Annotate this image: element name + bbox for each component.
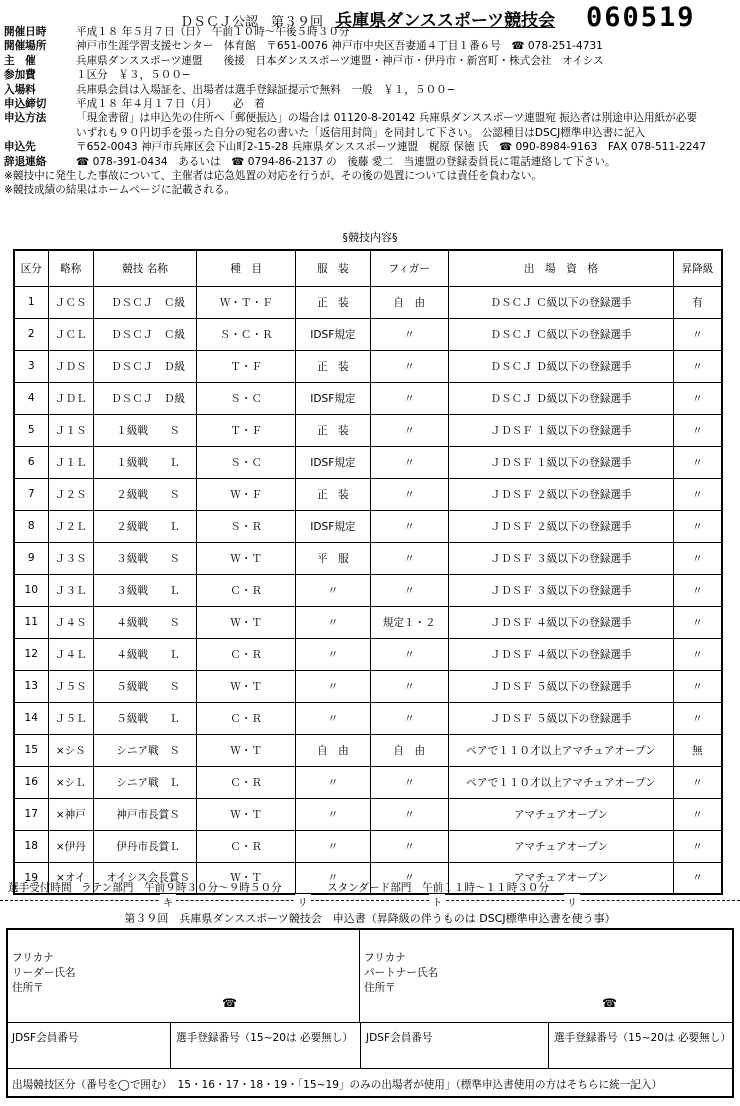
table-cell: 〃 [673, 382, 722, 414]
event-selection-field[interactable]: 出場競技区分（番号を◯で囲む） 15・16・17・18・19・「15~19」のみの出場者が使用」（標準申込書使用の方はそちらに統一記入） [12, 1079, 663, 1091]
table-cell: 4 [14, 382, 48, 414]
event-info [4, 25, 736, 198]
table-cell: 有 [673, 286, 722, 318]
partner-jdsf-number-field[interactable]: JDSF会員番号 [366, 1032, 433, 1044]
table-cell: ＪＤＳＦ ２級以下の登録選手 [448, 510, 673, 542]
cut-label: キ [160, 894, 176, 909]
form-divider [548, 1022, 549, 1068]
table-cell: 14 [14, 702, 48, 734]
info-value: 平成１８ 年５月７日（日） 午前１０時〜午後５時３０分 [76, 26, 350, 38]
table-cell: Ｊ２Ｓ [48, 478, 93, 510]
table-cell: 6 [14, 446, 48, 478]
table-cell: 〃 [370, 830, 448, 862]
reception-latin: ラテン部門 午前９時３０分〜９時５０分 [80, 882, 282, 894]
reception-label: 選手受付時間 [8, 882, 72, 894]
table-cell: 〃 [370, 318, 448, 350]
table-cell: 18 [14, 830, 48, 862]
table-cell: 〃 [673, 542, 722, 574]
table-cell: ３級戦 Ｌ [93, 574, 196, 606]
application-title: 第３９回 兵庫県ダンススポーツ競技会 申込書（昇降級の伴うものは DSCJ標準申込書を使う事） [124, 912, 616, 925]
table-cell: 〃 [673, 318, 722, 350]
table-cell: 〃 [370, 542, 448, 574]
cut-label: リ [295, 894, 311, 909]
table-cell: アマチュアオープン [448, 862, 673, 894]
table-cell: ＤＳＣＪ Ｃ級以下の登録選手 [448, 318, 673, 350]
table-row [14, 318, 722, 350]
info-value: 〒652-0043 神戸市兵庫区会下山町2-15-28 兵庫県ダンススポーツ連盟 梶原 保徳 氏 ☎ 090-8984-9163 FAX 078-511-2247 [76, 141, 706, 154]
table-cell: 11 [14, 606, 48, 638]
table-body [14, 286, 722, 894]
table-cell: 自 由 [370, 734, 448, 766]
table-cell: ＤＳＣＪ Ｃ級 [93, 318, 196, 350]
table-cell: ＤＳＣＪ Ｄ級以下の登録選手 [448, 350, 673, 382]
table-cell: ＪＤＳＦ ２級以下の登録選手 [448, 478, 673, 510]
leader-name-label: リーダー氏名 [12, 967, 76, 979]
table-cell: 〃 [370, 446, 448, 478]
table-cell: ×神戸 [48, 798, 93, 830]
table-cell: 16 [14, 766, 48, 798]
table-cell: 〃 [370, 382, 448, 414]
table-cell: 神戸市長賞Ｓ [93, 798, 196, 830]
table-cell: Ｓ・Ｃ・Ｒ [197, 318, 296, 350]
table-cell: 〃 [296, 830, 370, 862]
table-cell: Ｓ・Ｒ [197, 510, 296, 542]
table-cell: ＪＣＳ [48, 286, 93, 318]
info-value: ☎ 078-391-0434 あるいは ☎ 0794-86-2137 の 後藤 愛二 当連盟の登録委員長に電話連絡して下さい。 [76, 155, 616, 168]
table-cell: ＪＤＳＦ １級以下の登録選手 [448, 414, 673, 446]
info-row [4, 140, 736, 154]
info-row [4, 155, 736, 169]
table-cell: 〃 [673, 606, 722, 638]
table-cell: 〃 [370, 350, 448, 382]
table-row [14, 286, 722, 318]
table-cell: ５級戦 Ｌ [93, 702, 196, 734]
table-cell: 〃 [296, 670, 370, 702]
partner-address-label: 住所〒 [364, 982, 396, 994]
table-cell: ＤＳＣＪ Ｃ級 [93, 286, 196, 318]
info-row [4, 169, 736, 183]
table-cell: 17 [14, 798, 48, 830]
cut-label: リ [564, 894, 580, 909]
phone-icon: ☎ [222, 996, 237, 1010]
table-cell: 自 由 [370, 286, 448, 318]
table-cell: 〃 [673, 350, 722, 382]
info-row [4, 126, 736, 140]
info-value: いずれも９０円切手を張った自分の宛名の書いた「返信用封筒」を同封して下さい。 公認種目はDSCJ標準申込書に記入 [76, 126, 646, 139]
table-cell: ×シＬ [48, 766, 93, 798]
table-row [14, 382, 722, 414]
table-cell: Ｗ・Ｔ [197, 734, 296, 766]
table-cell: 〃 [296, 702, 370, 734]
table-cell: IDSF規定 [296, 446, 370, 478]
table-row [14, 350, 722, 382]
table-cell: Ｓ・Ｃ [197, 446, 296, 478]
table-cell: 〃 [370, 638, 448, 670]
table-cell: Ｃ・Ｒ [197, 638, 296, 670]
table-cell: 〃 [370, 702, 448, 734]
table-cell: Ｗ・Ｔ [197, 670, 296, 702]
table-cell: ＪＤＬ [48, 382, 93, 414]
table-cell: 正 装 [296, 286, 370, 318]
cut-label: ト [429, 894, 445, 909]
table-row [14, 446, 722, 478]
table-header-cell: 種 目 [197, 250, 296, 286]
competition-table [13, 249, 723, 895]
info-value: 神戸市生涯学習支援センター 体育館 〒651-0076 神戸市中央区吾妻通４丁目１番６号 ☎ 078-251-4731 [76, 40, 603, 53]
info-label: 申込先 [4, 141, 36, 154]
table-header-cell: 競技 名称 [93, 250, 196, 286]
table-cell: ５級戦 Ｓ [93, 670, 196, 702]
leader-furigana-label: フリカナ [12, 952, 54, 964]
table-cell: 9 [14, 542, 48, 574]
table-cell: 〃 [370, 862, 448, 894]
cut-labels [160, 894, 580, 909]
table-cell: Ｗ・Ｔ [197, 798, 296, 830]
table-cell: ４級戦 Ｌ [93, 638, 196, 670]
table-cell: 1 [14, 286, 48, 318]
table-cell: Ｔ・Ｆ [197, 350, 296, 382]
table-cell: Ｃ・Ｒ [197, 830, 296, 862]
table-cell: 規定１・２ [370, 606, 448, 638]
table-header-cell: フィガー [370, 250, 448, 286]
reception-times [8, 880, 555, 895]
table-cell: 12 [14, 638, 48, 670]
table-cell: 5 [14, 414, 48, 446]
table-row [14, 574, 722, 606]
partner-name-label: パートナー氏名 [364, 967, 439, 979]
info-label: 開催日時 [4, 26, 47, 38]
info-value: 兵庫県会員は入場証を、出場者は選手登録証提示で無料 一般 ￥１，５００− [76, 83, 456, 96]
table-cell: IDSF規定 [296, 510, 370, 542]
table-cell: Ｗ・Ｔ [197, 606, 296, 638]
info-label: 主 催 [4, 54, 36, 67]
table-row [14, 670, 722, 702]
table-cell: 〃 [673, 830, 722, 862]
title-prefix: ＤＳＣＪ公認 第３９回 [180, 15, 324, 30]
info-row [4, 25, 736, 39]
table-cell: Ｗ・Ｔ [197, 542, 296, 574]
table-cell: Ｔ・Ｆ [197, 414, 296, 446]
table-row [14, 414, 722, 446]
form-divider [360, 1022, 361, 1068]
info-value: 「現金書留」は申込先の住所へ「郵便振込」の場合は 01120-8-20142 兵庫県ダンススポーツ連盟宛 振込者は別途申込用紙が必要 [76, 112, 697, 125]
table-row [14, 734, 722, 766]
info-row [4, 54, 736, 68]
leader-section[interactable] [8, 930, 360, 1022]
info-value: 兵庫県ダンススポーツ連盟 後援 日本ダンススポーツ連盟・神戸市・伊丹市・新宮町・株式会社 オイシス [76, 54, 604, 67]
table-cell: ＪＤＳ [48, 350, 93, 382]
table-cell: 13 [14, 670, 48, 702]
table-header-cell: 出 場 資 格 [448, 250, 673, 286]
document-code: 060519 [586, 2, 696, 33]
table-cell: 〃 [370, 574, 448, 606]
table-cell: 〃 [296, 766, 370, 798]
table-cell: ＤＳＣＪ Ｃ級以下の登録選手 [448, 286, 673, 318]
table-cell: ペアで１１０才以上アマチュアオープン [448, 734, 673, 766]
table-cell: IDSF規定 [296, 318, 370, 350]
table-cell: 8 [14, 510, 48, 542]
table-cell: 正 装 [296, 478, 370, 510]
table-cell: 〃 [673, 414, 722, 446]
table-cell: ２級戦 Ｓ [93, 478, 196, 510]
table-cell: 〃 [673, 446, 722, 478]
info-note: ※競技中に発生した事故について、主催者は応急処置の対応を行うが、その後の処置については責任を負わない。 [4, 169, 542, 182]
table-cell: 〃 [370, 478, 448, 510]
table-cell: オイシス会長賞Ｓ [93, 862, 196, 894]
table-cell: 15 [14, 734, 48, 766]
table-row [14, 830, 722, 862]
table-cell: Ｊ４Ｓ [48, 606, 93, 638]
table-cell: Ｊ１Ｓ [48, 414, 93, 446]
table-cell: 〃 [673, 638, 722, 670]
table-cell: アマチュアオープン [448, 830, 673, 862]
table-cell: 〃 [673, 702, 722, 734]
table-cell: 〃 [370, 670, 448, 702]
table-cell: 〃 [296, 574, 370, 606]
table-cell: ＪＤＳＦ ３級以下の登録選手 [448, 542, 673, 574]
table-cell: Ｊ５Ｓ [48, 670, 93, 702]
table-cell: Ｊ３Ｓ [48, 542, 93, 574]
table-cell: 〃 [673, 478, 722, 510]
table-cell: ×オイ [48, 862, 93, 894]
table-cell: ペアで１１０才以上アマチュアオープン [448, 766, 673, 798]
leader-jdsf-number-field[interactable]: JDSF会員番号 [12, 1032, 79, 1044]
table-cell: ４級戦 Ｓ [93, 606, 196, 638]
info-row [4, 183, 736, 197]
table-cell: ＤＳＣＪ Ｄ級 [93, 382, 196, 414]
table-row [14, 766, 722, 798]
info-label: 辞退連絡 [4, 155, 47, 168]
table-cell: Ｊ４Ｌ [48, 638, 93, 670]
table-header-cell: 略称 [48, 250, 93, 286]
table-cell: ＪＤＳＦ ３級以下の登録選手 [448, 574, 673, 606]
info-row [4, 83, 736, 97]
table-cell: 平 服 [296, 542, 370, 574]
form-divider [170, 1022, 171, 1068]
table-cell: 正 装 [296, 414, 370, 446]
info-label: 参加費 [4, 69, 36, 82]
table-cell: 〃 [673, 862, 722, 894]
info-row [4, 97, 736, 111]
table-cell: ＤＳＣＪ Ｄ級以下の登録選手 [448, 382, 673, 414]
table-cell: 7 [14, 478, 48, 510]
table-cell: ２級戦 Ｌ [93, 510, 196, 542]
table-cell: ×シＳ [48, 734, 93, 766]
table-cell: Ｗ・Ｆ [197, 478, 296, 510]
table-cell: 〃 [673, 510, 722, 542]
table-cell: 2 [14, 318, 48, 350]
table-cell: Ｊ２Ｌ [48, 510, 93, 542]
table-cell: 伊丹市長賞Ｌ [93, 830, 196, 862]
table-cell: ３級戦 Ｓ [93, 542, 196, 574]
table-cell: 無 [673, 734, 722, 766]
info-row [4, 39, 736, 53]
table-cell: Ｓ・Ｃ [197, 382, 296, 414]
table-row [14, 798, 722, 830]
table-cell: ＪＤＳＦ ５級以下の登録選手 [448, 702, 673, 734]
table-cell: 〃 [296, 798, 370, 830]
table-cell: ＪＤＳＦ １級以下の登録選手 [448, 446, 673, 478]
table-cell: アマチュアオープン [448, 798, 673, 830]
table-cell: Ｗ・Ｔ・Ｆ [197, 286, 296, 318]
table-cell: Ｊ３Ｌ [48, 574, 93, 606]
info-note: ※競技成績の結果はホームページに記載される。 [4, 184, 236, 197]
table-cell: 〃 [370, 798, 448, 830]
table-cell: １級戦 Ｓ [93, 414, 196, 446]
table-header-cell: 昇降級 [673, 250, 722, 286]
table-cell: 〃 [296, 606, 370, 638]
table-cell: 〃 [370, 766, 448, 798]
table-cell: Ｊ５Ｌ [48, 702, 93, 734]
table-cell: １級戦 Ｌ [93, 446, 196, 478]
partner-registration-number-field[interactable]: 選手登録番号（15~20は 必要無し） [554, 1032, 731, 1044]
table-cell: ＤＳＣＪ Ｄ級 [93, 350, 196, 382]
table-cell: 〃 [370, 414, 448, 446]
table-cell: IDSF規定 [296, 382, 370, 414]
table-cell: 〃 [296, 638, 370, 670]
table-cell: 19 [14, 862, 48, 894]
table-header-cell: 区分 [14, 250, 48, 286]
table-cell: ＪＣＬ [48, 318, 93, 350]
table-row [14, 702, 722, 734]
table-cell: 〃 [673, 670, 722, 702]
table-cell: Ｗ・Ｔ [197, 862, 296, 894]
table-cell: 10 [14, 574, 48, 606]
table-cell: シニア戦 Ｓ [93, 734, 196, 766]
partner-section[interactable] [360, 930, 734, 1022]
table-row [14, 606, 722, 638]
table-row [14, 542, 722, 574]
table-cell: 正 装 [296, 350, 370, 382]
phone-icon: ☎ [602, 996, 617, 1010]
table-row [14, 638, 722, 670]
info-label: 入場料 [4, 83, 36, 96]
table-cell: 〃 [296, 862, 370, 894]
table-cell: 3 [14, 350, 48, 382]
info-row [4, 68, 736, 82]
table-row [14, 478, 722, 510]
table-header-cell: 服 装 [296, 250, 370, 286]
info-label: 申込締切 [4, 97, 47, 110]
form-divider [8, 1022, 734, 1023]
info-label: 申込方法 [4, 112, 47, 125]
table-cell: Ｊ１Ｌ [48, 446, 93, 478]
title-main: 兵庫県ダンススポーツ競技会 [335, 11, 556, 31]
table-cell: 〃 [370, 510, 448, 542]
table-cell: シニア戦 Ｌ [93, 766, 196, 798]
reception-standard: スタンダード部門 午前１１時〜１１時３０分 [327, 882, 550, 894]
form-divider [8, 1068, 734, 1069]
partner-furigana-label: フリカナ [364, 952, 406, 964]
section-title: §競技内容§ [342, 231, 398, 244]
table-row [14, 510, 722, 542]
table-cell: 〃 [673, 766, 722, 798]
application-form [6, 928, 734, 1098]
table-cell: ＪＤＳＦ ５級以下の登録選手 [448, 670, 673, 702]
table-cell: ＪＤＳＦ ４級以下の登録選手 [448, 606, 673, 638]
table-cell: Ｃ・Ｒ [197, 574, 296, 606]
table-cell: ×伊丹 [48, 830, 93, 862]
table-cell: 自 由 [296, 734, 370, 766]
leader-address-label: 住所〒 [12, 982, 44, 994]
table-cell: 〃 [673, 574, 722, 606]
table-cell: Ｃ・Ｒ [197, 702, 296, 734]
info-label: 開催場所 [4, 40, 47, 53]
table-cell: ＪＤＳＦ ４級以下の登録選手 [448, 638, 673, 670]
table-cell: 〃 [673, 798, 722, 830]
table-cell: Ｃ・Ｒ [197, 766, 296, 798]
info-value: １区分 ￥３，５００− [76, 69, 191, 82]
info-row [4, 111, 736, 125]
leader-registration-number-field[interactable]: 選手登録番号（15~20は 必要無し） [176, 1032, 353, 1044]
info-value: 平成１８ 年４月１７日（月） 必 着 [76, 97, 265, 110]
table-header-row [14, 250, 722, 286]
